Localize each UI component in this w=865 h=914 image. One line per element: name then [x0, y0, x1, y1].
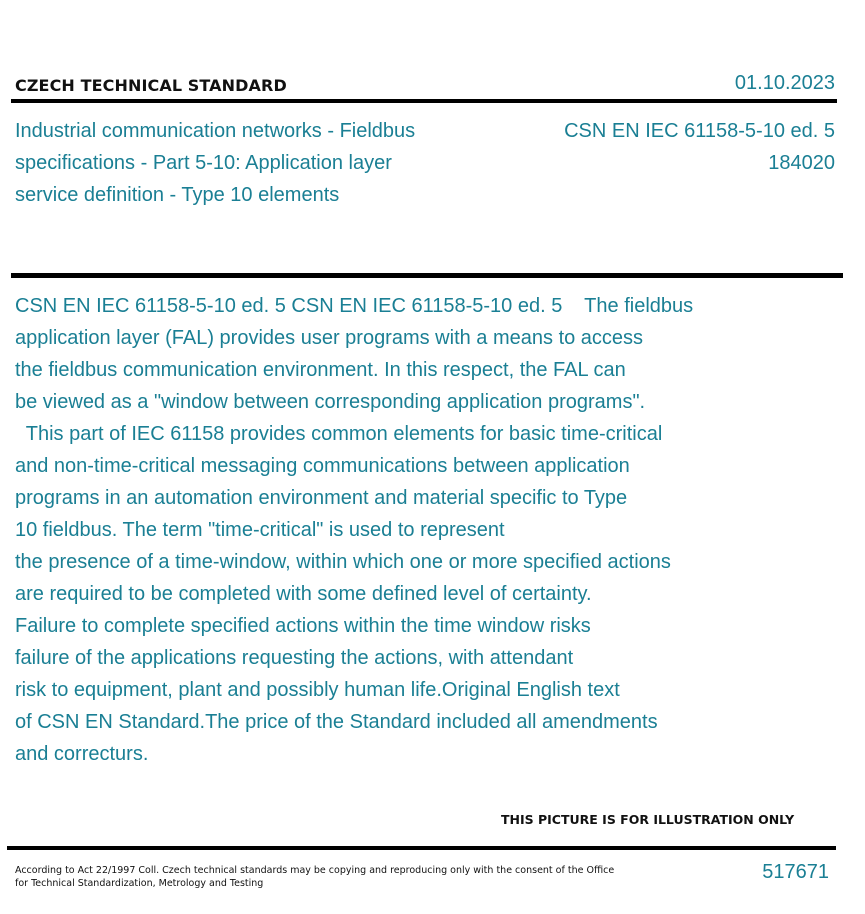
- abstract-line: application layer (FAL) provides user programs with a means to access: [15, 327, 644, 349]
- abstract-line: be viewed as a "window between corresponding application programs".: [15, 391, 646, 413]
- abstract-line: CSN EN IEC 61158-5-10 ed. 5 CSN EN IEC 61158-5-10 ed. 5 The fieldbus: [15, 295, 694, 317]
- abstract-line: are required to be completed with some defined level of certainty.: [15, 583, 592, 605]
- abstract-line: the fieldbus communication environment. In this respect, the FAL can: [15, 359, 626, 381]
- abstract-line: and non-time-critical messaging communications between application: [15, 455, 630, 477]
- standard-heading: CZECH TECHNICAL STANDARD: [15, 76, 287, 95]
- abstract-line: the presence of a time-window, within which one or more specified actions: [15, 551, 671, 573]
- class-number: 184020: [768, 152, 835, 174]
- abstract-line: Failure to complete specified actions within the time window risks: [15, 615, 591, 637]
- legal-notice: [15, 864, 614, 890]
- middle-divider: [11, 273, 843, 278]
- document-number: 517671: [762, 861, 829, 883]
- title-line: specifications - Part 5-10: Application layer: [15, 152, 392, 174]
- abstract-line: failure of the applications requesting the actions, with attendant: [15, 647, 574, 669]
- abstract-line: 10 fieldbus. The term "time-critical" is used to represent: [15, 519, 505, 541]
- bottom-divider: [7, 846, 836, 850]
- publication-date: 01.10.2023: [734, 72, 835, 94]
- title-line: service definition - Type 10 elements: [15, 184, 340, 206]
- abstract-line: programs in an automation environment and material specific to Type: [15, 487, 628, 509]
- legal-line: According to Act 22/1997 Coll. Czech technical standards may be copying and reproducing only with the consent of the Office: [15, 865, 615, 876]
- abstract-line: of CSN EN Standard.The price of the Standard included all amendments: [15, 711, 658, 733]
- illustration-note: THIS PICTURE IS FOR ILLUSTRATION ONLY: [501, 812, 795, 827]
- top-divider: [11, 99, 837, 103]
- abstract-line: This part of IEC 61158 provides common elements for basic time-critical: [15, 423, 663, 445]
- legal-line: for Technical Standardization, Metrology and Testing: [15, 878, 264, 889]
- standard-identifier: [564, 115, 835, 179]
- abstract-text: [15, 290, 755, 770]
- standard-code: CSN EN IEC 61158-5-10 ed. 5: [564, 120, 835, 142]
- abstract-line: and correcturs.: [15, 743, 149, 765]
- abstract-line: risk to equipment, plant and possibly human life.Original English text: [15, 679, 620, 701]
- title-line: Industrial communication networks - Fieldbus: [15, 120, 416, 142]
- standard-title: [15, 115, 495, 211]
